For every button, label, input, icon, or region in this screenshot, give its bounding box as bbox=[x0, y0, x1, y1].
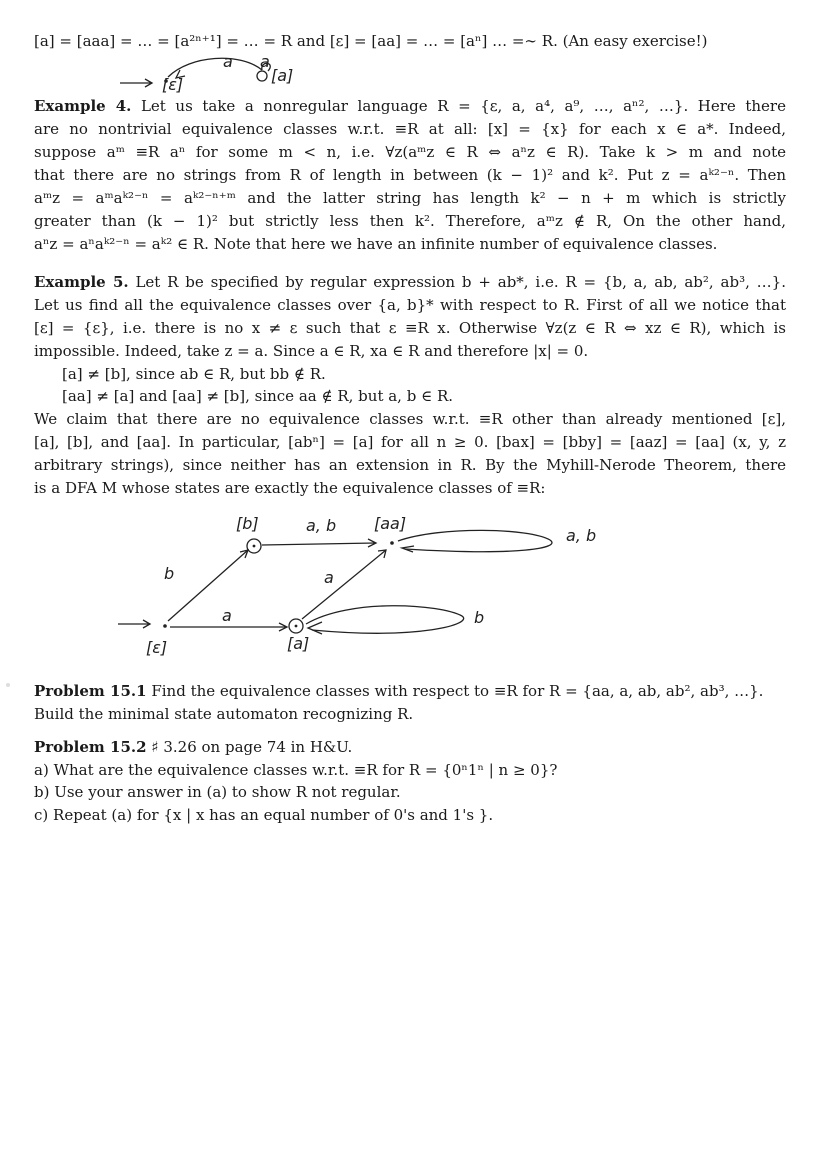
example5-claim-1: [a] ≠ [b], since ab ∈ R, but bb ∉ R. bbox=[62, 365, 326, 383]
label-state-eps: [ε] bbox=[146, 638, 168, 657]
example5-line-8: is a DFA M whose states are exactly the equivalence classes of ≡R: bbox=[34, 479, 546, 497]
example5-line-4: impossible. Indeed, take z = a. Since a ∈ R, xa ∈ R and therefore |x| = 0. bbox=[34, 342, 589, 360]
example5-line-1: Example 5. Let R be specified by regular expression b + ab*, i.e. R = {b, a, ab, ab², ab³, …}. bbox=[34, 273, 786, 291]
label-edge-eps-a: a bbox=[222, 606, 232, 625]
example4-line-3: suppose aᵐ ≡R aⁿ for some m < n, i.e. ∀z(aᵐz ∈ R ⇔ aⁿz ∈ R). Take k > m and note bbox=[34, 143, 786, 161]
edge-eps-to-b bbox=[168, 550, 248, 621]
example4-line-2: are no nontrivial equivalence classes w.r.t. ≡R at all: [x] = {x} for each x ∈ a*. Indeed, bbox=[34, 120, 786, 138]
label-loop-aa: a, b bbox=[566, 526, 597, 545]
label-state-a: [a] bbox=[287, 634, 310, 653]
example5-line-7: arbitrary strings), since neither has an extension in R. By the Myhill-Nerode Theorem, there bbox=[34, 456, 786, 474]
problem1-line-2: Build the minimal state automaton recognizing R. bbox=[34, 705, 414, 723]
example5-claim-2: [aa] ≠ [a] and [aa] ≠ [b], since aa ∉ R, but a, b ∈ R. bbox=[62, 387, 454, 405]
edge-b-to-aa bbox=[262, 543, 375, 545]
problem2-item-a: a) What are the equivalence classes w.r.t. ≡R for R = {0ⁿ1ⁿ | n ≥ 0}? bbox=[34, 761, 558, 779]
example5-line-5: We claim that there are no equivalence classes w.r.t. ≡R other than already mentioned [ε], bbox=[34, 410, 786, 428]
problem1-line-1: Problem 15.1 Find the equivalence classes with respect to ≡R for R = {aa, a, ab, ab², ab³, …}. bbox=[34, 682, 764, 700]
problem2-heading: Problem 15.2 ♯ 3.26 on page 74 in H&U. bbox=[34, 738, 353, 756]
intro-line: [a] = [aaa] = … = [a²ⁿ⁺¹] = … = R and [ε] = [aa] = … = [aⁿ] … =∼ R. (An easy exercise!) bbox=[34, 32, 708, 50]
loop-a bbox=[306, 606, 464, 633]
example5-line-6: [a], [b], and [aa]. In particular, [abⁿ] = [a] for all n ≥ 0. [bax] = [bby] = [aaz] = [aa] (x, y, z bbox=[34, 433, 786, 451]
loop-a-head bbox=[308, 622, 322, 634]
example4-label: Example 4. bbox=[34, 97, 132, 115]
example4-line-1: Example 4. Let us take a nonregular language R = {ε, a, a⁴, a⁹, …, aⁿ², …}. Here there bbox=[34, 97, 786, 115]
state-eps bbox=[163, 624, 167, 628]
label-state-aa: [aa] bbox=[374, 514, 407, 533]
loop-aa bbox=[398, 530, 552, 551]
diagram1-edge2-label: a bbox=[260, 52, 270, 71]
example5-line-2: Let us find all the equivalence classes over {a, b}* with respect to R. First of all we notice that bbox=[34, 296, 786, 314]
label-edge-eps-b: b bbox=[164, 564, 175, 583]
diagram1-edge1-label: a bbox=[223, 52, 233, 71]
label-edge-b-aa: a, b bbox=[306, 516, 337, 535]
label-loop-a: b bbox=[474, 608, 485, 627]
example4-line-5: aᵐz = aᵐaᵏ²⁻ⁿ = aᵏ²⁻ⁿ⁺ᵐ and the latter string has length k² − n + m which is strictly bbox=[34, 189, 786, 207]
diagram1-start-label: [ε] bbox=[162, 75, 184, 94]
example5-label: Example 5. bbox=[34, 273, 129, 291]
state-aa bbox=[390, 541, 394, 545]
example4-line-7: aⁿz = aⁿaᵏ²⁻ⁿ = aᵏ² ∈ R. Note that here we have an infinite number of equivalence classes. bbox=[34, 235, 718, 253]
label-edge-a-aa: a bbox=[324, 568, 334, 587]
example5-line-3: [ε] = {ε}, i.e. there is no x ≠ ε such that ε ≡R x. Otherwise ∀z(z ∈ R ⇔ xz ∈ R), which is bbox=[34, 319, 786, 337]
label-state-b: [b] bbox=[236, 514, 259, 533]
problem1-label: Problem 15.1 bbox=[34, 682, 147, 700]
edge-a-to-aa bbox=[302, 550, 386, 619]
example4-line-6: greater than (k − 1)² but strictly less then k². Therefore, aᵐz ∉ R, On the other hand, bbox=[34, 212, 786, 230]
example4-line-4: that there are no strings from R of length in between (k − 1)² and k². Put z = aᵏ²⁻ⁿ. Then bbox=[34, 166, 786, 184]
diagram1-state-label: [a] bbox=[271, 66, 294, 85]
problem2-item-c: c) Repeat (a) for {x | x has an equal number of 0's and 1's }. bbox=[34, 806, 494, 824]
problem2-item-b: b) Use your answer in (a) to show R not regular. bbox=[34, 783, 401, 801]
scan-speck bbox=[6, 683, 10, 687]
problem2-label: Problem 15.2 bbox=[34, 738, 147, 756]
